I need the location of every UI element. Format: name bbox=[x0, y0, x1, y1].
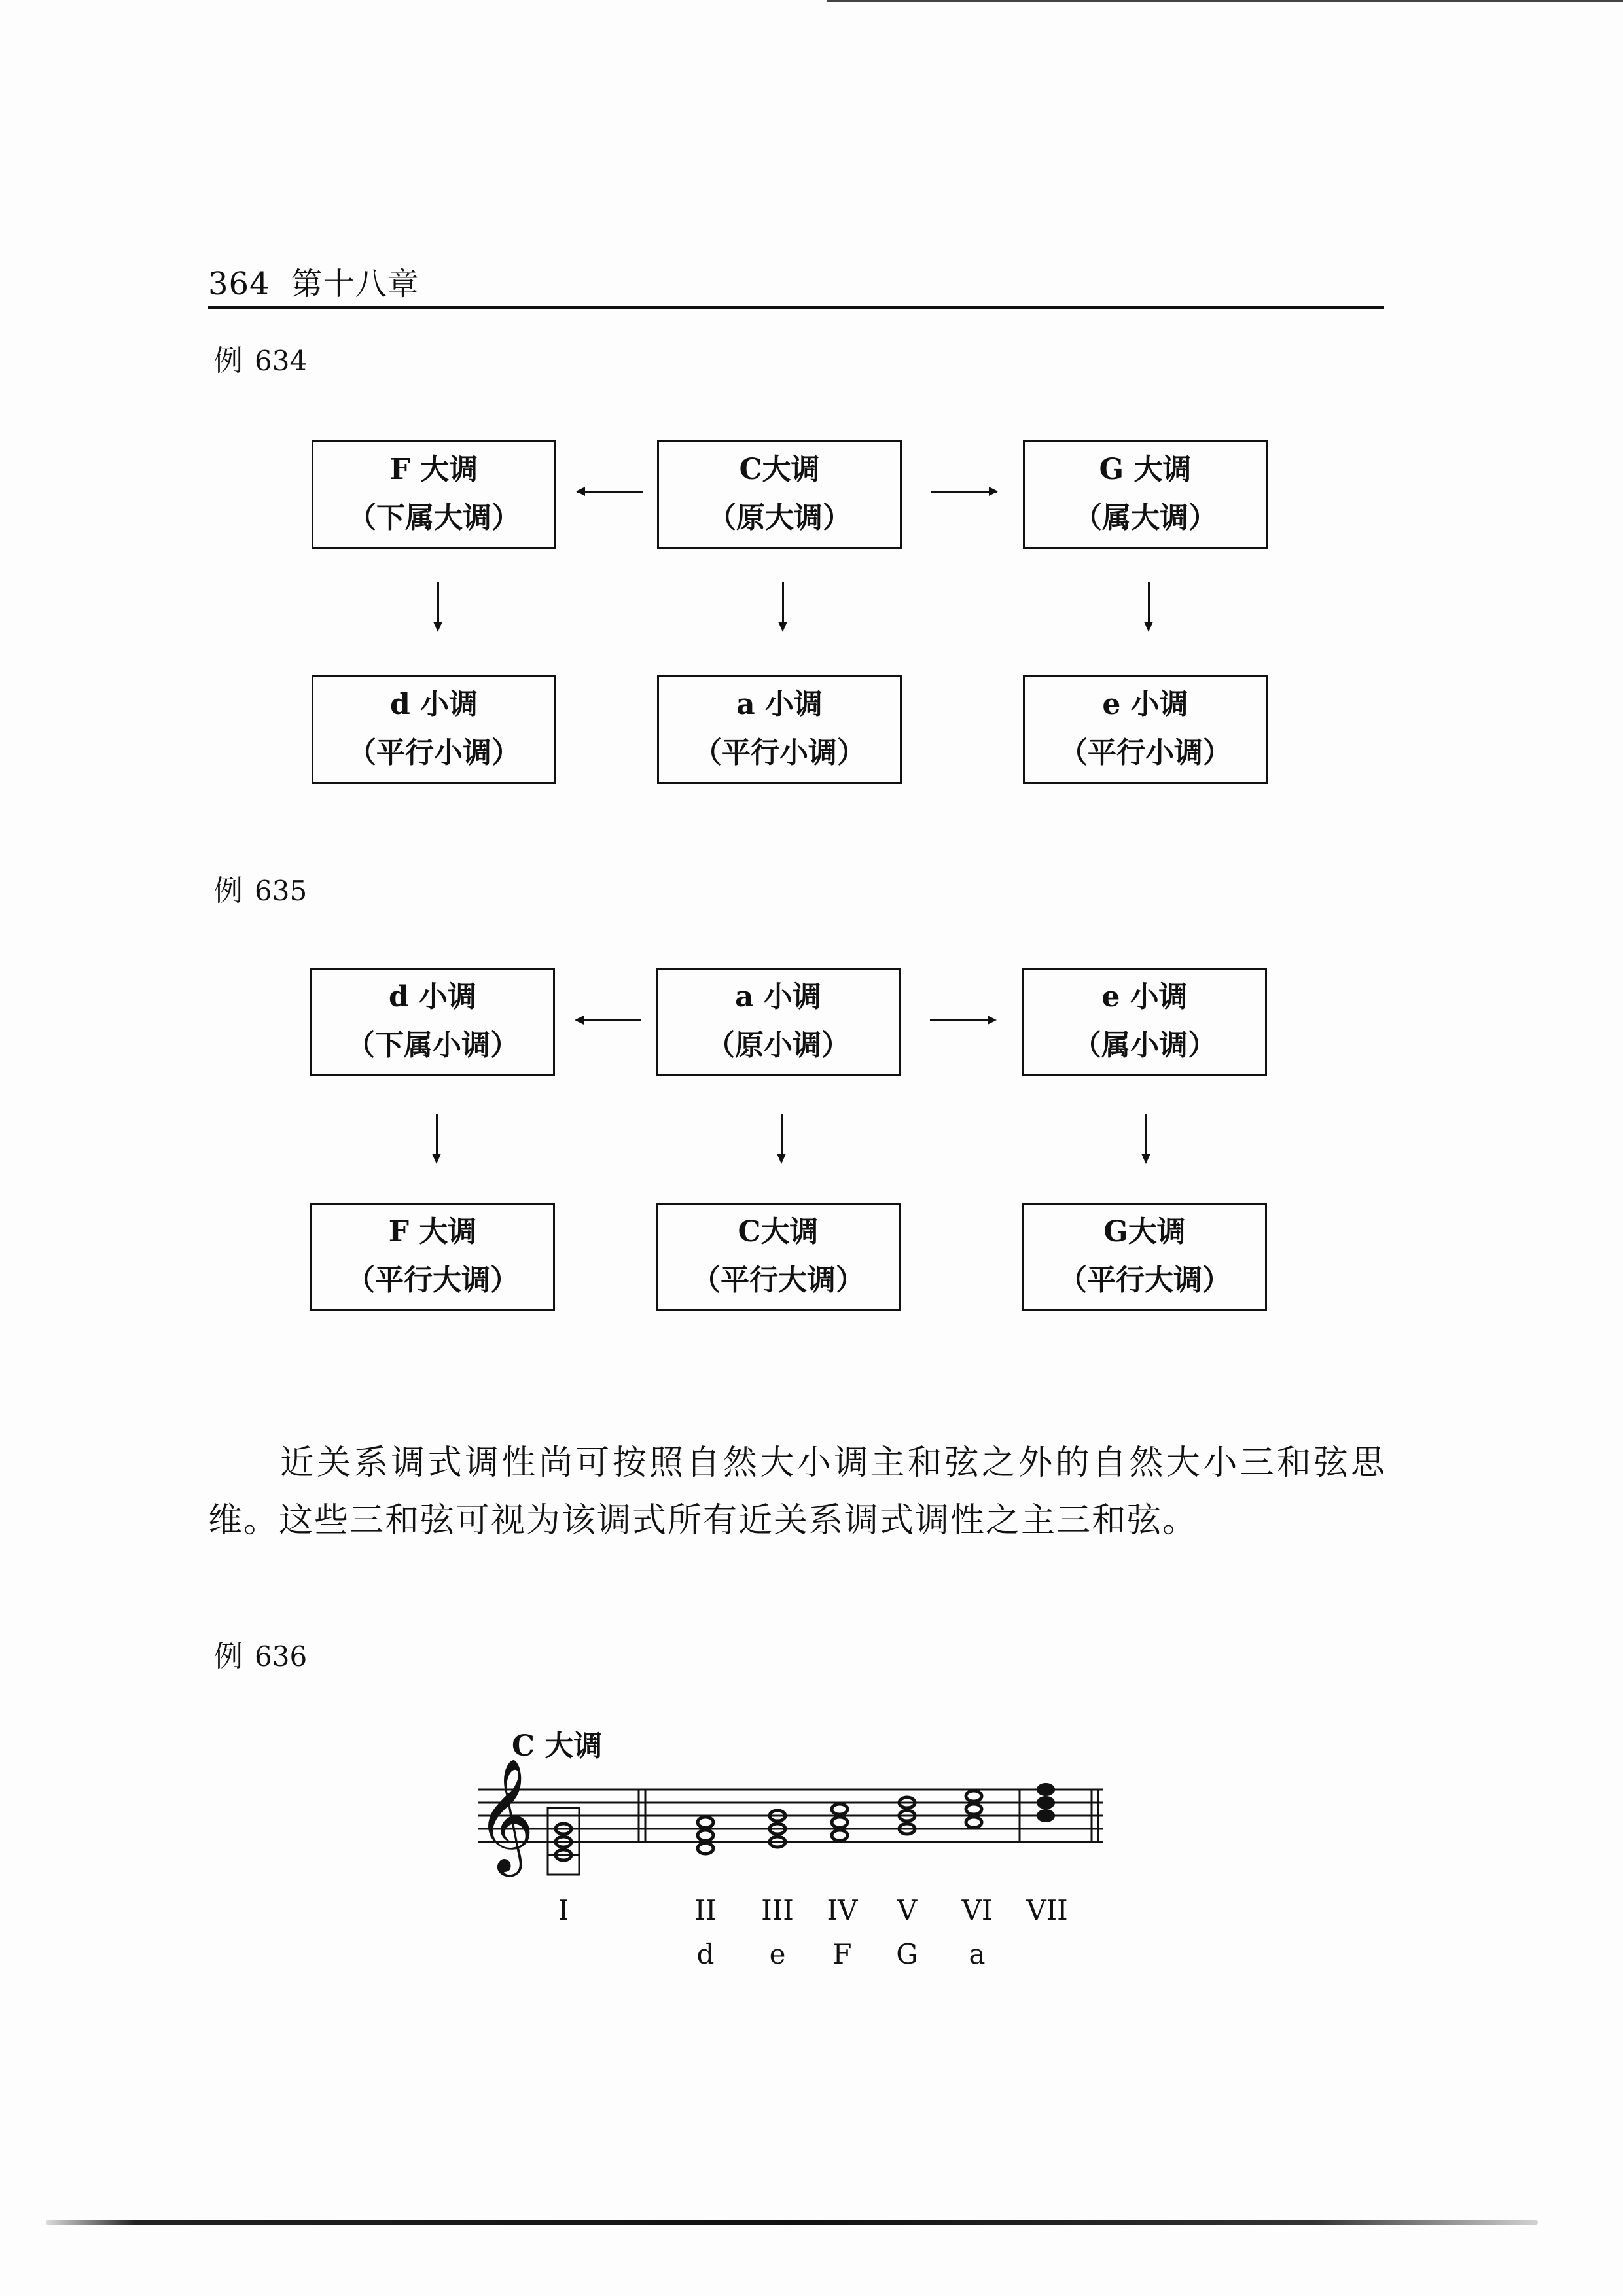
left-arrow bbox=[577, 491, 643, 493]
key-box-subdominant-major bbox=[312, 440, 556, 549]
down-arrow bbox=[781, 1114, 783, 1161]
key-name: a 小调 bbox=[736, 688, 823, 721]
down-arrow bbox=[437, 582, 439, 629]
body-paragraph: 近关系调式调性尚可按照自然大小调主和弦之外的自然大小三和弦思维。这些三和弦可视为该调式所有近关系调式调性之主三和弦。 bbox=[208, 1443, 1386, 1540]
key-box-relative-minor bbox=[1023, 675, 1268, 784]
example-635-label bbox=[214, 867, 307, 909]
example-number: 634 bbox=[255, 345, 308, 377]
key-name: e 小调 bbox=[1101, 980, 1188, 1014]
roman-numeral: I bbox=[558, 1894, 569, 1926]
example-number: 636 bbox=[255, 1640, 308, 1672]
key-name: F 大调 bbox=[389, 453, 478, 486]
key-relation: （平行大调） bbox=[346, 1263, 519, 1297]
down-arrow bbox=[782, 582, 784, 629]
key-relation: （平行小调） bbox=[1059, 736, 1232, 769]
scan-edge-line-bottom bbox=[46, 2220, 1538, 2225]
key-relation: （属小调） bbox=[1073, 1029, 1217, 1062]
down-arrow bbox=[436, 1114, 438, 1161]
key-name: a 小调 bbox=[735, 980, 821, 1014]
key-letter: e bbox=[769, 1938, 786, 1970]
chord-VII-notes bbox=[1038, 1784, 1054, 1821]
key-box-dominant-major bbox=[1023, 440, 1268, 549]
example-number: 635 bbox=[255, 875, 308, 907]
roman-numeral: V bbox=[897, 1894, 918, 1926]
running-header bbox=[208, 258, 419, 304]
down-arrow bbox=[1145, 1114, 1147, 1161]
roman-numeral: III bbox=[761, 1894, 794, 1926]
example-634-label bbox=[214, 337, 307, 379]
page-number: 364 bbox=[208, 266, 270, 302]
scan-edge-line-top bbox=[827, 0, 1623, 2]
key-name: d 小调 bbox=[389, 688, 478, 721]
treble-clef-icon: 𝄞 bbox=[476, 1758, 535, 1872]
chord-VI-notes bbox=[966, 1791, 982, 1828]
key-box-dominant-minor bbox=[1022, 968, 1267, 1076]
roman-numeral: VI bbox=[961, 1894, 993, 1926]
roman-numeral: IV bbox=[827, 1894, 858, 1926]
key-relation: （下属大调） bbox=[348, 501, 520, 535]
key-relation: （原大调） bbox=[707, 501, 851, 535]
key-box-original-minor bbox=[656, 968, 901, 1076]
chord-II-notes bbox=[698, 1817, 713, 1854]
roman-numeral: VII bbox=[1026, 1894, 1068, 1926]
key-box-relative-major bbox=[656, 1203, 901, 1311]
example-prefix: 例 bbox=[214, 344, 243, 378]
key-name: F 大调 bbox=[388, 1215, 477, 1248]
key-relation: （下属小调） bbox=[346, 1029, 519, 1062]
down-arrow bbox=[1148, 582, 1150, 629]
key-relation: （平行大调） bbox=[1058, 1263, 1231, 1297]
right-arrow bbox=[931, 491, 997, 493]
key-name: G大调 bbox=[1103, 1215, 1186, 1248]
key-name: C大调 bbox=[738, 1215, 819, 1248]
example-prefix: 例 bbox=[214, 1640, 243, 1673]
key-box-original-major bbox=[657, 440, 902, 549]
music-staff bbox=[458, 1757, 1113, 1888]
key-box-relative-major bbox=[310, 1203, 555, 1311]
key-letter: G bbox=[896, 1938, 918, 1970]
key-letter: F bbox=[832, 1938, 852, 1970]
key-name: C大调 bbox=[739, 453, 820, 486]
key-name: e 小调 bbox=[1102, 688, 1188, 721]
header-rule bbox=[208, 306, 1384, 309]
key-relation: （平行小调） bbox=[348, 736, 520, 769]
key-box-subdominant-minor bbox=[310, 968, 555, 1076]
chord-IV-notes bbox=[832, 1804, 847, 1841]
key-letter: d bbox=[696, 1938, 715, 1970]
staff-lines bbox=[478, 1790, 1103, 1842]
key-relation: （平行小调） bbox=[693, 736, 866, 769]
key-name: G 大调 bbox=[1099, 453, 1192, 486]
key-box-relative-minor bbox=[657, 675, 902, 784]
example-636-label bbox=[214, 1633, 307, 1674]
right-arrow bbox=[930, 1019, 995, 1021]
chapter-title: 第十八章 bbox=[291, 266, 419, 302]
key-letter: a bbox=[969, 1938, 986, 1970]
key-relation: （属大调） bbox=[1073, 501, 1217, 535]
key-box-relative-major bbox=[1022, 1203, 1267, 1311]
roman-numeral: II bbox=[694, 1894, 717, 1926]
left-arrow bbox=[576, 1019, 641, 1021]
example-prefix: 例 bbox=[214, 874, 243, 908]
key-box-relative-minor bbox=[312, 675, 556, 784]
key-relation: （原小调） bbox=[706, 1029, 850, 1062]
key-relation: （平行大调） bbox=[692, 1263, 865, 1297]
key-name: d 小调 bbox=[388, 980, 477, 1014]
music-key-title: C 大调 bbox=[512, 1729, 603, 1763]
